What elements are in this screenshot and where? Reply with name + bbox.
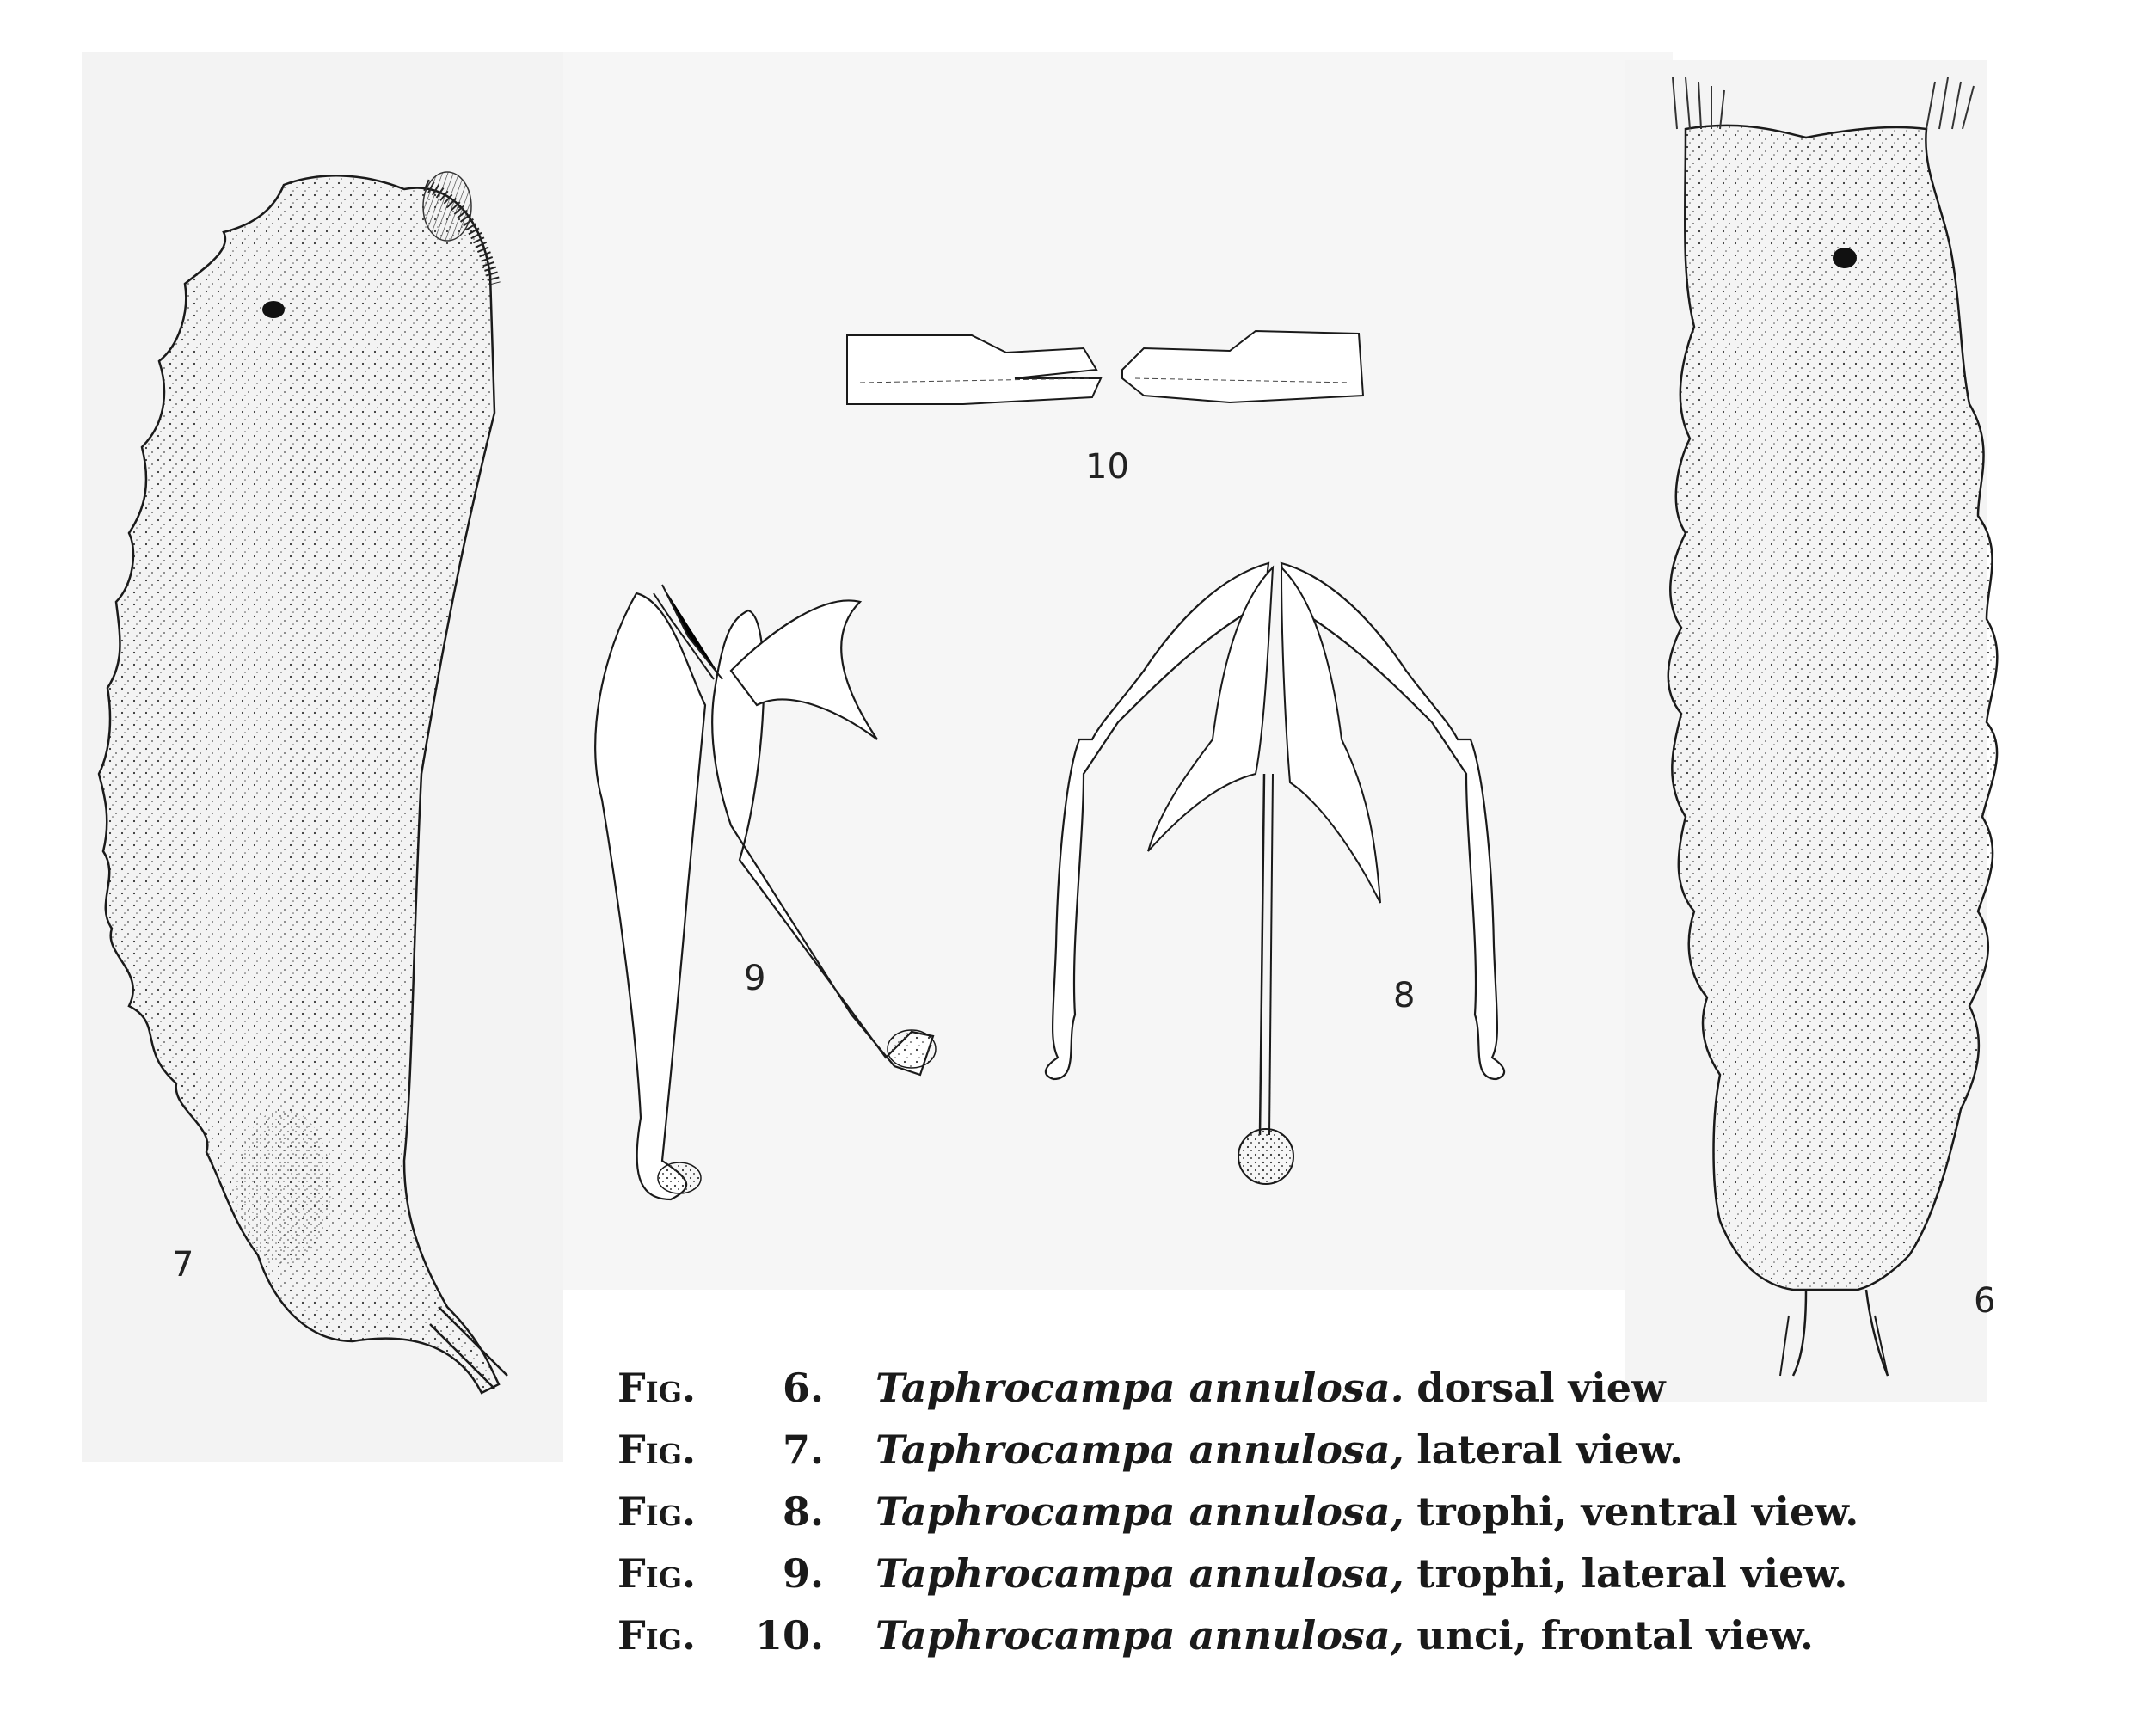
- caption-row: [617, 1481, 2114, 1543]
- caption-row: [617, 1604, 2114, 1666]
- caption-species: Taphrocampa annulosa,: [875, 1488, 1404, 1535]
- caption-prefix: Fig.: [617, 1612, 696, 1659]
- caption-row: [617, 1419, 2114, 1481]
- figure-6-number: 6: [1974, 1281, 1996, 1321]
- caption-description: unci, frontal view.: [1416, 1612, 1814, 1659]
- figure-10-number: 10: [1085, 447, 1129, 487]
- figure-7-lateral-view: [99, 172, 507, 1393]
- figure-9-trophi-lateral: [595, 585, 936, 1199]
- caption-number: 10.: [754, 1612, 824, 1659]
- caption-list: [617, 1357, 2114, 1666]
- caption-description: trophi, ventral view.: [1416, 1488, 1859, 1535]
- caption-number: 8.: [782, 1488, 824, 1535]
- caption-species: Taphrocampa annulosa.: [875, 1365, 1404, 1411]
- figure-7-number: 7: [172, 1245, 194, 1285]
- caption-number: 9.: [782, 1550, 824, 1597]
- figure-9-number: 9: [744, 959, 766, 998]
- figure-8-number: 8: [1393, 976, 1416, 1015]
- caption-species: Taphrocampa annulosa,: [875, 1612, 1404, 1659]
- caption-row: [617, 1543, 2114, 1604]
- caption-number: 6.: [782, 1365, 824, 1411]
- caption-number: 7.: [782, 1426, 824, 1473]
- caption-prefix: Fig.: [617, 1550, 696, 1597]
- caption-prefix: Fig.: [617, 1365, 696, 1411]
- figure-6-dorsal-view: [1668, 77, 1998, 1376]
- caption-prefix: Fig.: [617, 1488, 696, 1535]
- caption-description: dorsal view: [1416, 1365, 1666, 1411]
- caption-description: trophi, lateral view.: [1416, 1550, 1848, 1597]
- caption-species: Taphrocampa annulosa,: [875, 1550, 1404, 1597]
- caption-row: [617, 1357, 2114, 1419]
- figure-10-unci: [847, 331, 1363, 404]
- caption-prefix: Fig.: [617, 1426, 696, 1473]
- figure-8-trophi-ventral: [1046, 563, 1504, 1184]
- caption-species: Taphrocampa annulosa,: [875, 1426, 1404, 1473]
- caption-description: lateral view.: [1416, 1426, 1684, 1473]
